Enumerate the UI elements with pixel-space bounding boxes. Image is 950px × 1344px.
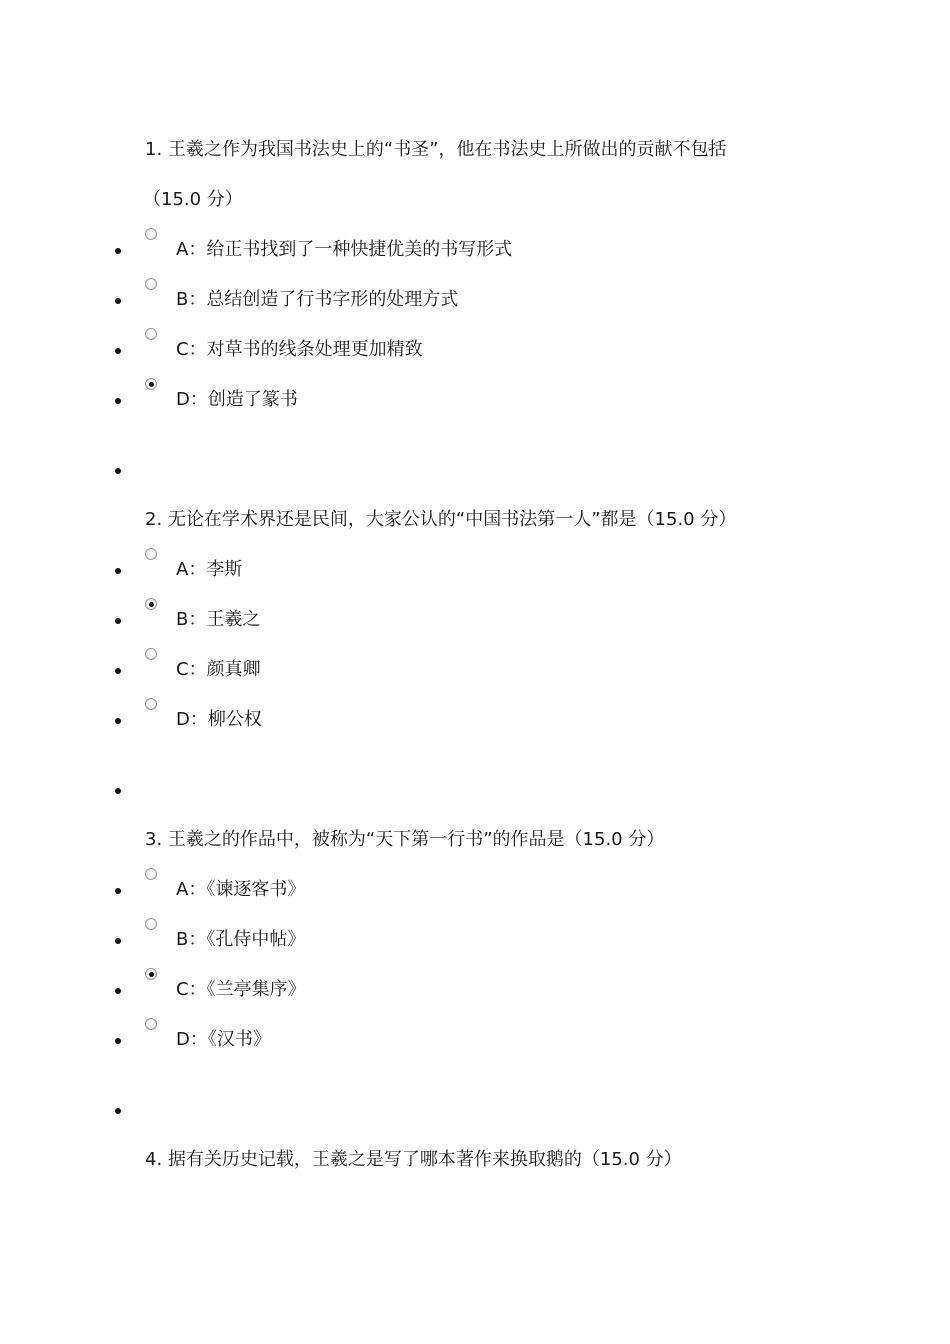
bullet-marker bbox=[115, 988, 121, 994]
q1-option-d-label[interactable]: D：创造了篆书 bbox=[176, 389, 298, 410]
q3-option-d-label[interactable]: D：《汉书》 bbox=[176, 1029, 271, 1050]
bullet-marker bbox=[115, 568, 121, 574]
question-3-text: 3. 王羲之的作品中，被称为“天下第一行书”的作品是（15.0 分） bbox=[145, 829, 665, 850]
q1-option-c-radio[interactable] bbox=[145, 328, 157, 340]
bullet-marker bbox=[115, 668, 121, 674]
bullet-marker bbox=[115, 938, 121, 944]
q2-option-d-radio[interactable] bbox=[145, 698, 157, 710]
question-4-text: 4. 据有关历史记载，王羲之是写了哪本著作来换取鹅的（15.0 分） bbox=[145, 1149, 682, 1170]
bullet-marker bbox=[115, 1108, 121, 1114]
question-2-text: 2. 无论在学术界还是民间，大家公认的“中国书法第一人”都是（15.0 分） bbox=[145, 509, 737, 530]
q2-option-a-radio[interactable] bbox=[145, 548, 157, 560]
bullet-marker bbox=[115, 468, 121, 474]
q3-option-c-label[interactable]: C：《兰亭集序》 bbox=[176, 979, 306, 1000]
question-1-score: （15.0 分） bbox=[143, 189, 243, 210]
bullet-marker bbox=[115, 788, 121, 794]
q2-option-a-label[interactable]: A：李斯 bbox=[176, 559, 243, 580]
bullet-marker bbox=[115, 398, 121, 404]
q2-option-d-label[interactable]: D：柳公权 bbox=[176, 709, 262, 730]
q1-option-c-label[interactable]: C：对草书的线条处理更加精致 bbox=[176, 339, 423, 360]
bullet-marker bbox=[115, 718, 121, 724]
q3-option-a-label[interactable]: A：《谏逐客书》 bbox=[176, 879, 306, 900]
q2-option-c-radio[interactable] bbox=[145, 648, 157, 660]
q3-option-d-radio[interactable] bbox=[145, 1018, 157, 1030]
q1-option-b-label[interactable]: B：总结创造了行书字形的处理方式 bbox=[176, 289, 459, 310]
q3-option-c-radio[interactable] bbox=[145, 968, 157, 980]
bullet-marker bbox=[115, 618, 121, 624]
q1-option-d-radio[interactable] bbox=[145, 378, 157, 390]
bullet-marker bbox=[115, 348, 121, 354]
q2-option-b-label[interactable]: B：王羲之 bbox=[176, 609, 261, 630]
q1-option-a-label[interactable]: A：给正书找到了一种快捷优美的书写形式 bbox=[176, 239, 513, 260]
q3-option-b-radio[interactable] bbox=[145, 918, 157, 930]
q2-option-c-label[interactable]: C：颜真卿 bbox=[176, 659, 261, 680]
q1-option-b-radio[interactable] bbox=[145, 278, 157, 290]
bullet-marker bbox=[115, 888, 121, 894]
q1-option-a-radio[interactable] bbox=[145, 228, 157, 240]
bullet-marker bbox=[115, 248, 121, 254]
q3-option-a-radio[interactable] bbox=[145, 868, 157, 880]
q2-option-b-radio[interactable] bbox=[145, 598, 157, 610]
bullet-marker bbox=[115, 1038, 121, 1044]
q3-option-b-label[interactable]: B：《孔侍中帖》 bbox=[176, 929, 306, 950]
bullet-marker bbox=[115, 298, 121, 304]
question-1-text: 1. 王羲之作为我国书法史上的“书圣”，他在书法史上所做出的贡献不包括 bbox=[145, 139, 727, 160]
